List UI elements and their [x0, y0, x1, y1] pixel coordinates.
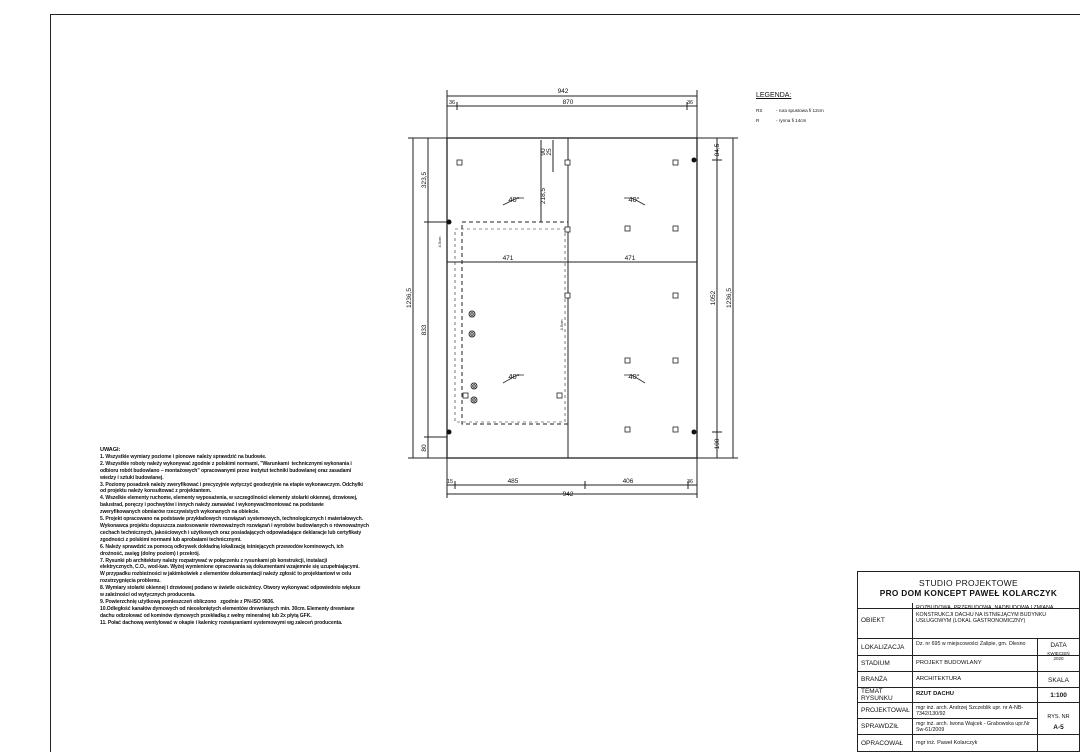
chimney-circle	[471, 383, 477, 389]
wall-outline-dashed	[462, 222, 568, 424]
note-line: zweryfikowanych obmiarów rzeczywistych wykonanych na obiekcie.	[100, 509, 260, 516]
note-line: balustrad, poręczy i pochwytów i innych należy zamawiać i wykonywać/montować na podstawie	[100, 502, 324, 509]
projektowal-value: mgr inż. arch. Andrzej Szczeblik upr. nr A-NB-7342/130/92	[916, 705, 1024, 718]
data-cell	[1037, 639, 1079, 672]
temat-label: TEMAT RYSUNKU	[858, 688, 913, 702]
mark-small-2: 4.5cm	[559, 319, 564, 331]
vent-square	[463, 393, 468, 398]
vent-square	[625, 427, 630, 432]
skala-value: 1:100	[1050, 692, 1067, 699]
note-line: 5. Projekt opracowano na podstawie przykładowych rozwiązań systemowych, technologicznych i materiałowych.	[100, 516, 363, 523]
projektowal-label: PROJEKTOWAŁ	[858, 703, 913, 718]
vent-square	[565, 160, 570, 165]
slope-lower-right: 40°	[628, 372, 640, 381]
sprawdzil-label: SPRAWDZIŁ	[858, 719, 913, 734]
dim-bottom-right: 36	[686, 479, 694, 485]
note-line: W przypadku rozbieżności w jakimkolwiek z elementów dokumentacji należy zgłosić to projektantowi w celu	[100, 571, 352, 578]
downpipe-marker	[692, 158, 697, 163]
dim-top-left-overhang: 36	[448, 100, 456, 106]
skala-label: SKALA	[1048, 677, 1069, 684]
note-line: 1. Wszystkie wymiary poziome i pionowe należy sprawdzić na budowie.	[100, 453, 267, 460]
dim-center-218: 218,5	[540, 187, 547, 205]
dim-bottom-overall: 942	[562, 491, 574, 498]
vent-square	[457, 160, 462, 165]
branza-label: BRANŻA	[858, 672, 913, 687]
slope-upper-left: 40°	[508, 195, 520, 204]
studio-owner: PRO DOM KONCEPT PAWEŁ KOLARCZYK	[879, 588, 1058, 598]
note-line: cechach technicznych, jakościowych i użytkowych oraz posiadających odpowiadające deklaracje lub certyfikaty	[100, 529, 362, 536]
downpipe-marker	[692, 430, 697, 435]
note-line: 2. Wszystkie roboty należy wykonywać zgodnie z polskimi normami, "Warunkami technicznymi wykonania i	[100, 460, 352, 467]
opracowal-label: OPRACOWAŁ	[858, 735, 913, 752]
chimney-circle	[469, 331, 475, 337]
downpipe-marker	[447, 430, 452, 435]
note-line: od projektu należy konsultować z projektantem.	[100, 488, 212, 495]
title-block	[857, 571, 1080, 752]
dim-top-overall: 942	[557, 88, 569, 95]
vent-square	[565, 293, 570, 298]
obiekt-label: OBIEKT	[858, 603, 913, 638]
dim-right-top: 84,5	[714, 143, 721, 157]
rys-cell	[1037, 714, 1079, 752]
dim-center-90: 90	[540, 148, 547, 156]
dim-bottom-406: 406	[622, 478, 634, 485]
vent-square	[673, 226, 678, 231]
vent-square	[565, 227, 570, 232]
note-line: 8. Wymiary stolarki okiennej i drzwiowej podano w świetle ościeżnicy. Otwory wykonywać odpowiednio większe	[100, 585, 361, 592]
vent-square	[673, 160, 678, 165]
note-line: 7. Rysunki pb architektury należy rozpatrywać w połączeniu z rysunkami pb konstrukcji, instalacji	[100, 557, 327, 564]
skala-cell	[1037, 672, 1079, 719]
vent-square	[673, 358, 678, 363]
notes-heading: UWAGI:	[100, 447, 121, 453]
note-line: 10.Odległość kanałów dymowych od nieosłoniętych elementów drewnianych min. 30cm. Elementy drewniane	[100, 605, 355, 612]
vent-square	[673, 427, 678, 432]
sprawdzil-value: mgr inż. arch. Iwona Wajcek - Grabowska upr.Nr Sw-61/2009	[916, 721, 1030, 734]
chimney-circle	[469, 311, 475, 317]
lokalizacja-label: LOKALIZACJA	[858, 639, 913, 655]
dim-right-1052: 1052	[710, 290, 717, 306]
dim-bottom-left: 15	[446, 479, 454, 485]
note-line: elektrycznych, C.O., wod-kan. Wyżej wymienione opracowania są dokumentami wzajemnie się uzupełniającymi.	[100, 564, 360, 571]
studio-name: STUDIO PROJEKTOWE	[919, 578, 1018, 588]
opracowal-value: mgr inż. Paweł Kolarczyk	[916, 740, 978, 746]
vent-square	[625, 358, 630, 363]
rys-value: A-5	[1053, 724, 1064, 731]
dim-center-right: 471	[624, 255, 636, 262]
note-line: dachu odizolować od kominów dymowych przekładką z wełny mineralnej lub 2x płytą GFK.	[100, 612, 312, 619]
legend-desc: - rura spustowa fi 12cm	[776, 108, 824, 113]
note-line: 6. Należy sprawdzić za pomocą odkrywek dokładną lokalizację istniejących przewodów kominowych, ich	[100, 543, 344, 550]
note-line: 9. Powierzchnię użytkową pomieszczeń obliczono zgodnie z PN-ISO 9836.	[100, 598, 275, 605]
dim-right-total: 1236,5	[726, 288, 733, 308]
mark-small-1: 4.5cm	[437, 236, 442, 248]
dim-left-lower: 833	[421, 324, 428, 336]
data-value: KWIECIEŃ 2020	[1047, 651, 1070, 661]
obiekt-value: ROZBUDOWA, PRZEBUDOWA, NADBUDOWA I ZMIANA KONSTRUKCJI DACHU NA ISTNIEJĄCYM BUDYNKU USŁUGOWYM (LOKAL GASTRONOMICZNY)	[916, 605, 1054, 624]
slope-upper-right: 40°	[628, 195, 640, 204]
lokalizacja-value: Dz. nr 695 w miejscowości Zalipie, gm. Olesno	[916, 641, 1026, 647]
slope-lower-left: 40°	[508, 372, 520, 381]
legend-item	[756, 108, 824, 113]
dim-center-left: 471	[502, 255, 514, 262]
vent-square	[557, 393, 562, 398]
row-obiekt	[858, 603, 1080, 639]
note-line: zgodności z polskimi normami lub aprobatami technicznymi.	[100, 536, 242, 543]
legend-code: R	[756, 118, 760, 123]
note-line: rozstrzygnięcia problemu.	[100, 578, 161, 585]
dim-bottom-485: 485	[507, 478, 519, 485]
chimney-circle	[471, 397, 477, 403]
note-line: 3. Poziomy posadzek należy zweryfikować i precyzyjnie wytyczyć geodezyjnie na etapie wykonawczym. Odchyłki	[100, 481, 363, 488]
vent-square	[673, 293, 678, 298]
stadium-value: PROJEKT BUDOWLANY	[916, 660, 982, 666]
notes	[100, 447, 386, 627]
legend-desc: - rynna fi 14cm	[776, 118, 807, 123]
stadium-label: STADIUM	[858, 656, 913, 671]
legend	[756, 92, 824, 128]
note-line: wiedzy i sztuki budowlanej.	[100, 474, 164, 481]
dim-left-total: 1236,5	[406, 288, 413, 308]
dim-center-25: 25	[546, 148, 553, 156]
note-line: 11. Połać dachową wentylować w okapie i kalenicy rozwiązaniami systemowymi wg zaleceń producenta.	[100, 619, 343, 626]
legend-code: RS	[756, 108, 763, 113]
downpipe-marker	[447, 220, 452, 225]
rys-label: RYS. NR	[1038, 714, 1079, 720]
temat-value: RZUT DACHU	[916, 691, 954, 697]
data-label: DATA	[1050, 642, 1067, 649]
note-line: Wykonawca projektu dopuszcza zastosowanie równoważnych rozwiązań i wyrobów budowlanych o równoważnych	[100, 522, 369, 529]
note-line: w zależności od wytycznych producenta.	[100, 592, 196, 599]
legend-item	[756, 118, 824, 123]
note-line: drożność, zasięg (dolny poziom) i przekrój.	[100, 550, 200, 557]
roof-outline	[447, 138, 697, 458]
dim-left-bottom: 80	[421, 444, 428, 452]
note-line: odbioru robót budowlano – montażowych" opracowanymi przez instytut techniki budowlanej oraz zasadami	[100, 467, 352, 474]
dim-right-bottom: 100	[714, 438, 721, 450]
dim-top-right-overhang: 36	[686, 100, 694, 106]
vent-square	[625, 226, 630, 231]
legend-title: LEGENDA:	[756, 92, 792, 99]
branza-value: ARCHITEKTURA	[916, 676, 962, 682]
dim-left-upper: 323,5	[421, 171, 428, 189]
dim-top-inner: 870	[562, 99, 574, 106]
note-line: 4. Wszelkie elementy ruchome, elementy wyposażenia, w szczególności elementy stolarki okiennej, drzwiowej,	[100, 495, 358, 502]
